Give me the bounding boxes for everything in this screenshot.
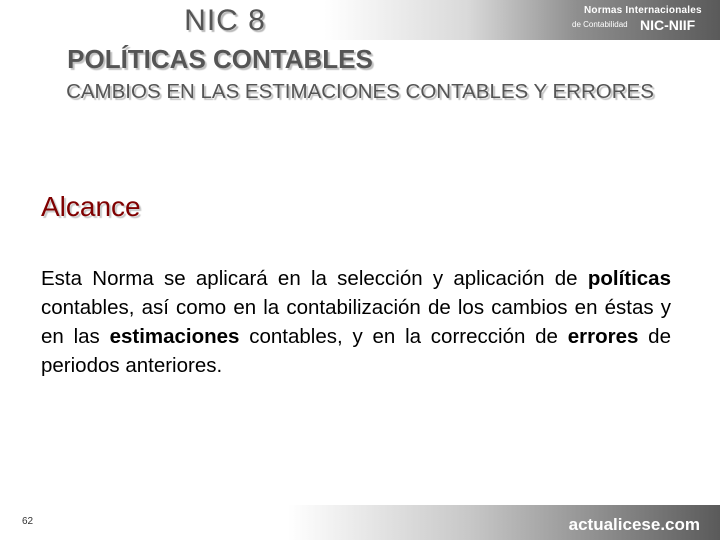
body-text-2: contables, así como en la contabilización de los cambios en éstas y en las [41, 296, 671, 348]
page-number: 62 [22, 516, 34, 527]
body-bold-errores: errores [567, 325, 639, 348]
nic-niif-logo [562, 3, 712, 37]
logo-line-3: NIC-NIIF [640, 17, 696, 33]
logo-line-2: de Contabilidad [572, 20, 628, 29]
slide-title: NIC 8 [184, 4, 266, 37]
body-bold-estimaciones: estimaciones [109, 325, 240, 348]
section-heading: Alcance [41, 191, 141, 222]
body-paragraph [41, 264, 671, 380]
slide-subtitle-2: CAMBIOS EN LAS ESTIMACIONES CONTABLES Y ERRORES [66, 80, 654, 103]
body-bold-politicas: políticas [587, 267, 671, 290]
logo-line-1: Normas Internacionales [584, 5, 702, 16]
footer-brand: actualicese.com [568, 515, 700, 534]
slide-subtitle: POLÍTICAS CONTABLES [67, 44, 373, 74]
body-text-4: de periodos anteriores. [41, 325, 671, 377]
body-text-1: Esta Norma se aplicará en la selección y aplicación de [41, 267, 588, 290]
body-text-3: contables, y en la corrección de [239, 325, 568, 348]
